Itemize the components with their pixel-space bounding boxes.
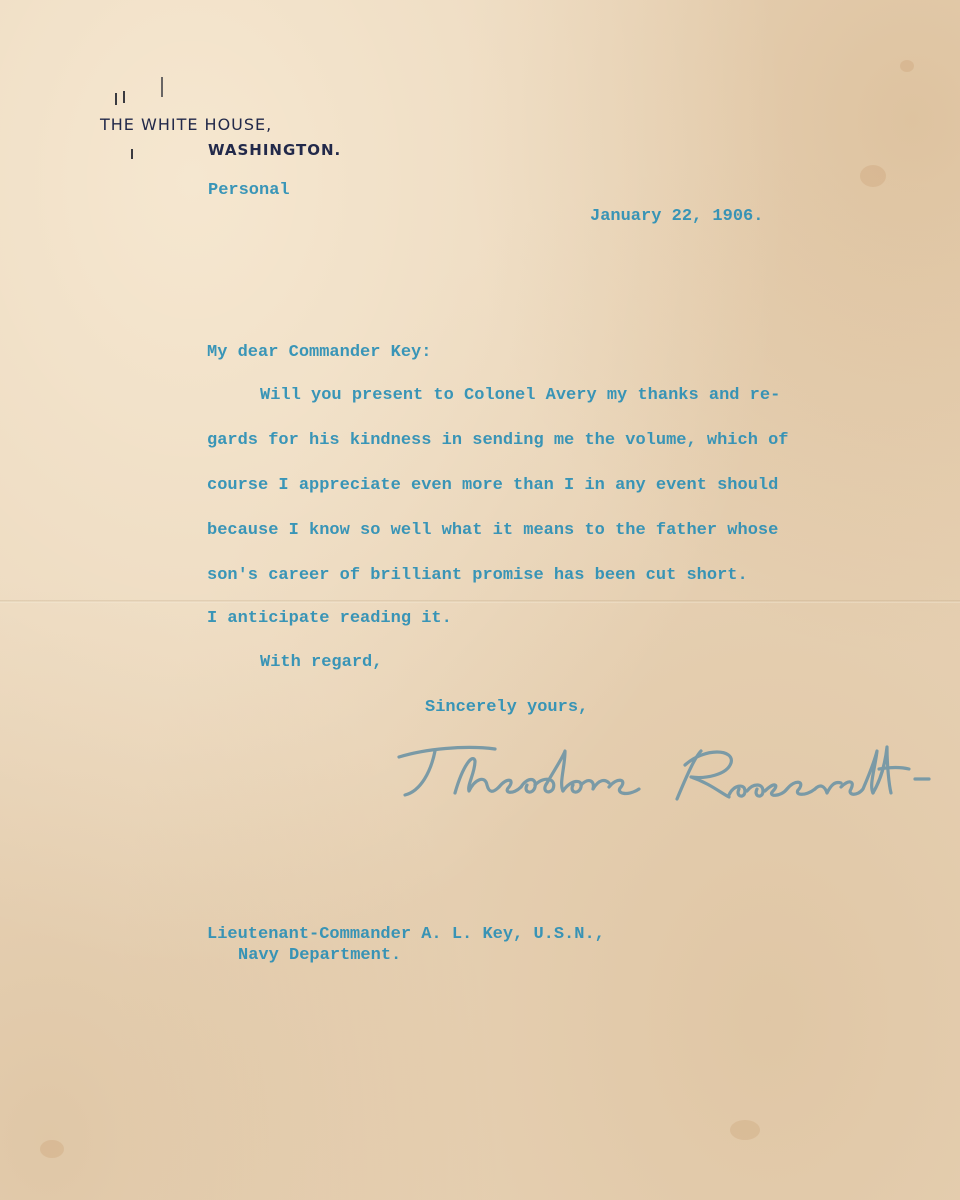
foxing-spot: [40, 1140, 64, 1158]
personal-marking: Personal: [208, 181, 290, 200]
body-line: because I know so well what it means to the father whose: [207, 521, 779, 540]
letterhead-line-1: THE WHITE HOUSE,: [100, 115, 273, 134]
addressee-line-1: Lieutenant-Commander A. L. Key, U.S.N.,: [207, 925, 605, 944]
closing: Sincerely yours,: [425, 698, 589, 717]
signature-theodore-roosevelt: [395, 735, 935, 825]
body-line: gards for his kindness in sending me the volume, which of: [207, 431, 789, 450]
foxing-spot: [860, 165, 886, 187]
foxing-spot: [900, 60, 914, 72]
paper-fold-crease: [0, 600, 960, 603]
body-line: I anticipate reading it.: [207, 609, 452, 628]
body-line: Will you present to Colonel Avery my thanks and re-: [260, 386, 781, 405]
body-line: course I appreciate even more than I in any event should: [207, 476, 779, 495]
letterhead-line-2: WASHINGTON.: [208, 141, 342, 159]
body-line: son's career of brilliant promise has been cut short.: [207, 566, 748, 585]
letter-date: January 22, 1906.: [590, 207, 764, 226]
addressee-line-2: Navy Department.: [238, 946, 402, 965]
with-regard: With regard,: [260, 653, 383, 672]
salutation: My dear Commander Key:: [207, 343, 432, 362]
foxing-spot: [730, 1120, 760, 1140]
